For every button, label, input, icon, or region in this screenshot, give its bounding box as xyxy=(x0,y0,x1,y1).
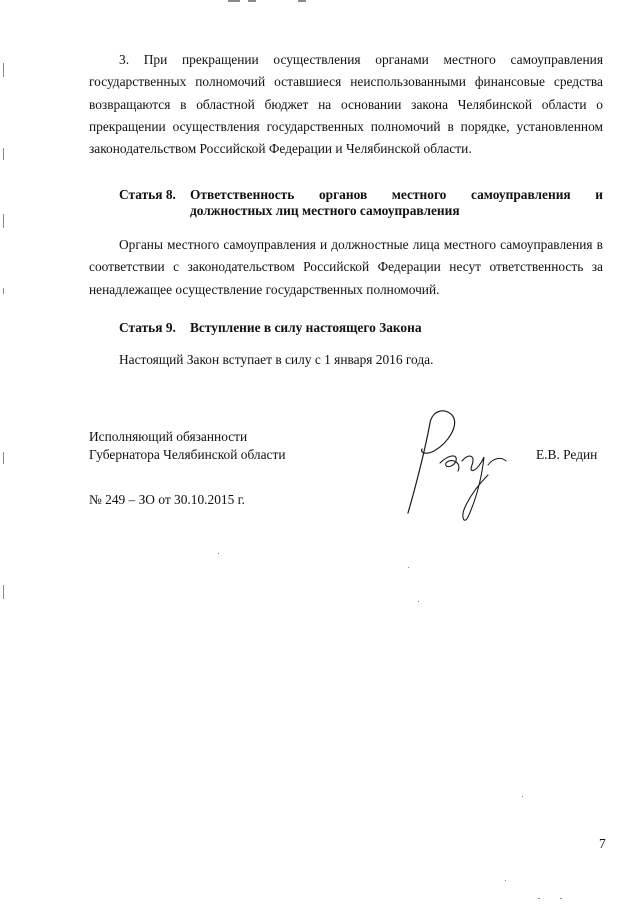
article-8-heading xyxy=(119,187,603,219)
scan-mark xyxy=(3,288,4,294)
signatory-position-line1: Исполняющий обязанности xyxy=(89,429,248,444)
scan-mark xyxy=(522,796,523,797)
scan-mark xyxy=(3,63,4,77)
scan-mark xyxy=(505,880,506,881)
scan-mark xyxy=(3,148,4,160)
article-9-number: Статья 9. xyxy=(119,320,176,335)
scan-mark xyxy=(560,898,562,899)
signatory-position-line2: Губернатора Челябинской области xyxy=(89,447,286,462)
scan-mark xyxy=(408,567,409,568)
scan-mark xyxy=(228,0,240,2)
handwritten-signature xyxy=(398,405,528,525)
scan-mark xyxy=(298,0,306,2)
scan-mark xyxy=(538,898,540,899)
signatory-name: Е.В. Редин xyxy=(536,447,598,462)
article-8-number: Статья 8. xyxy=(119,187,176,202)
scan-mark xyxy=(248,0,256,2)
scan-mark xyxy=(3,585,4,599)
article-9-title: Вступление в силу настоящего Закона xyxy=(190,320,422,335)
law-number: № 249 – ЗО от 30.10.2015 г. xyxy=(89,492,245,507)
paragraph-3: 3. При прекращении осуществления органами местного самоуправления государственных полномочий оставшиеся неиспользованными финансовые средства возвращаются в областной бюджет на основании закона Челябинской области о прекращении осуществления государственных полномочий в порядке, установленном законодательством Российской Федерации и Челябинской области. xyxy=(89,52,603,157)
article-9-heading xyxy=(119,320,603,336)
article-9-text: Настоящий Закон вступает в силу с 1 января 2016 года. xyxy=(119,352,434,367)
scan-mark xyxy=(218,553,219,554)
page-number: 7 xyxy=(599,836,606,851)
scan-mark xyxy=(3,214,4,228)
scan-mark xyxy=(3,452,4,464)
article-8-title: Ответственность органов местного самоуправления и должностных лиц местного самоуправления xyxy=(190,187,603,218)
article-8-text: Органы местного самоуправления и должностные лица местного самоуправления в соответствии с законодательством Российской Федерации несут ответственность за ненадлежащее осуществление государственных полномочий. xyxy=(89,237,603,297)
scan-mark xyxy=(418,601,419,602)
